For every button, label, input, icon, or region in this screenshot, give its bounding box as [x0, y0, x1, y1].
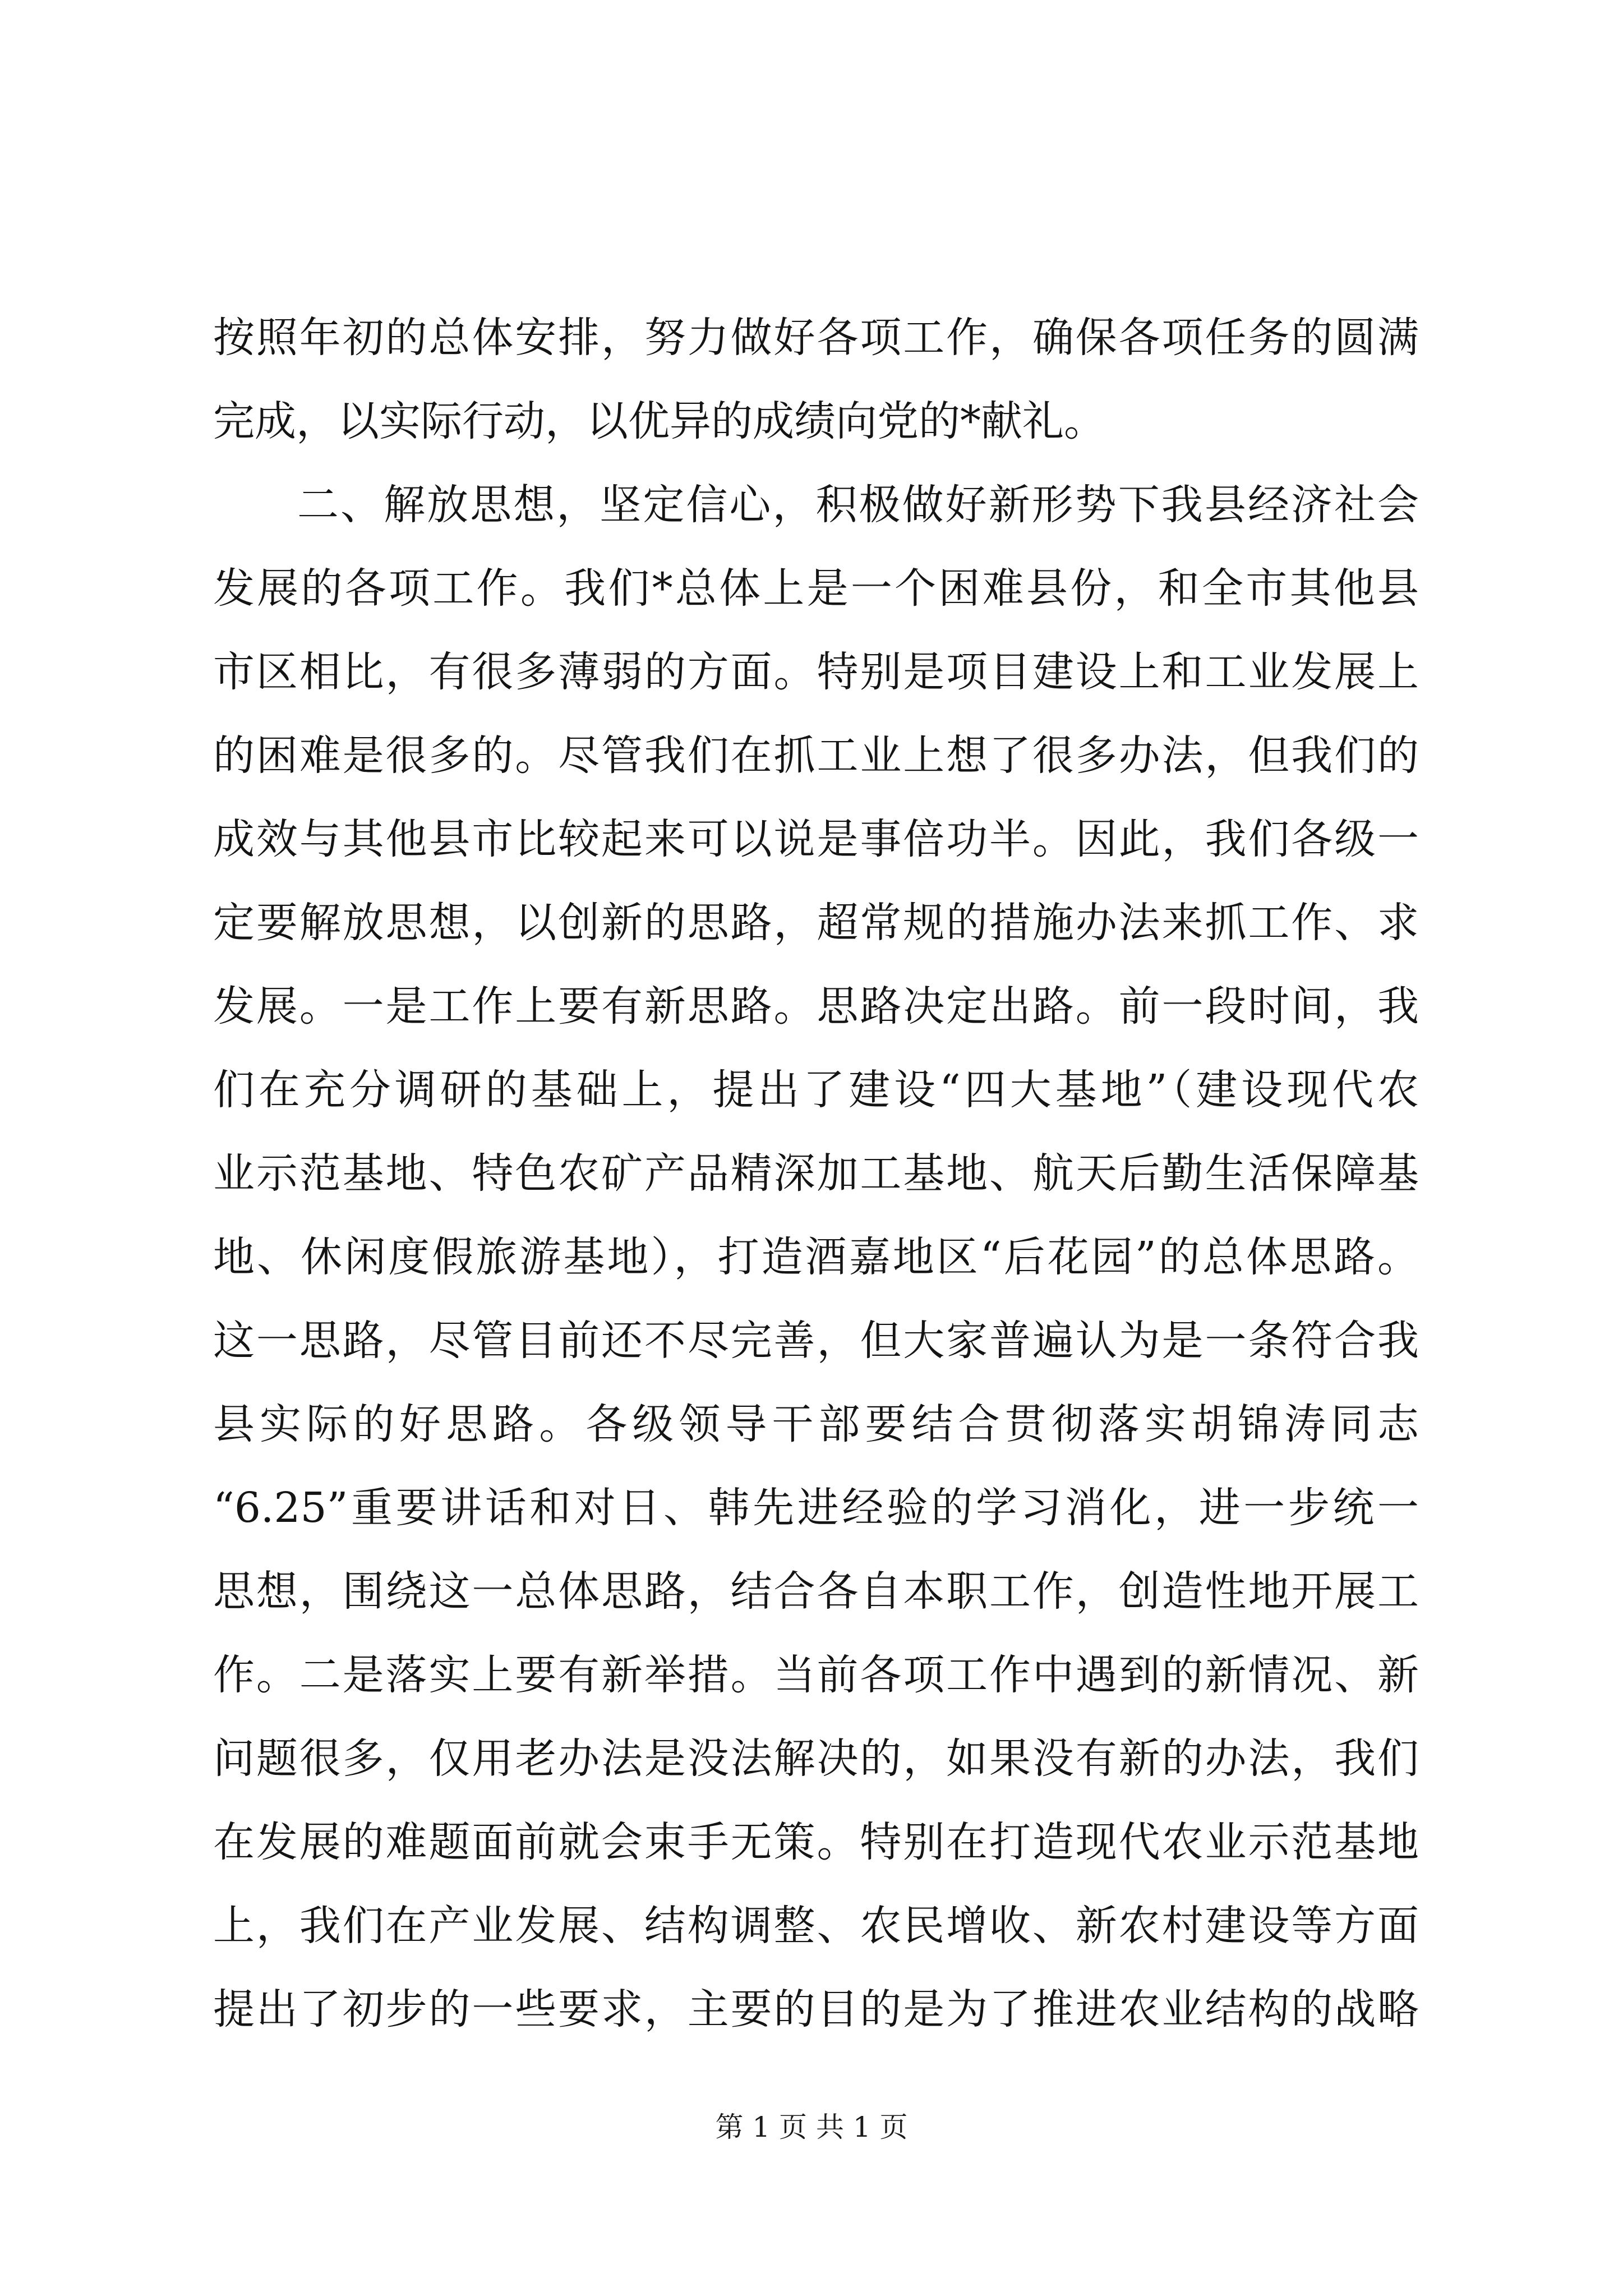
text-line: 按照年初的总体安排，努力做好各项工作，确保各项任务的圆满: [213, 314, 1419, 362]
text-line: 市区相比，有很多薄弱的方面。特别是项目建设上和工业发展上: [213, 648, 1419, 696]
text-line: 成效与其他县市比较起来可以说是事倍功半。因此，我们各级一: [213, 815, 1419, 863]
body-text: [213, 296, 1419, 2051]
text-line: 在发展的难题面前就会束手无策。特别在打造现代农业示范基地: [213, 1818, 1419, 1866]
text-line: 发展的各项工作。我们*总体上是一个困难县份，和全市其他县: [213, 564, 1419, 613]
text-line: 业示范基地、特色农矿产品精深加工基地、航天后勤生活保障基: [213, 1149, 1419, 1198]
text-line: 定要解放思想，以创新的思路，超常规的措施办法来抓工作、求: [213, 899, 1419, 947]
text-line: 完成，以实际行动，以优异的成绩向党的*献礼。: [213, 397, 1105, 445]
text-line: 作。二是落实上要有新举措。当前各项工作中遇到的新情况、新: [213, 1651, 1419, 1699]
text-line: 们在充分调研的基础上，提出了建设“四大基地”（建设现代农: [213, 1066, 1419, 1114]
text-line: 上，我们在产业发展、结构调整、农民增收、新农村建设等方面: [213, 1902, 1419, 1950]
text-line: 发展。一是工作上要有新思路。思路决定出路。前一段时间，我: [213, 982, 1419, 1030]
text-line: 县实际的好思路。各级领导干部要结合贯彻落实胡锦涛同志: [213, 1400, 1419, 1448]
text-line: 提出了初步的一些要求，主要的目的是为了推进农业结构的战略: [213, 1985, 1419, 2033]
text-line: 二、解放思想，坚定信心，积极做好新形势下我县经济社会: [297, 481, 1419, 529]
page-number-footer: 第 1 页 共 1 页: [715, 2111, 908, 2143]
text-line: “6.25”重要讲话和对日、韩先进经验的学习消化，进一步统一: [213, 1484, 1419, 1532]
text-line: 的困难是很多的。尽管我们在抓工业上想了很多办法，但我们的: [213, 731, 1419, 780]
text-line: 思想，围绕这一总体思路，结合各自本职工作，创造性地开展工: [213, 1567, 1419, 1616]
text-line: 地、休闲度假旅游基地），打造酒嘉地区“后花园”的总体思路。: [213, 1233, 1419, 1281]
text-line: 这一思路，尽管目前还不尽完善，但大家普遍认为是一条符合我: [213, 1317, 1419, 1365]
text-line: 问题很多，仅用老办法是没法解决的，如果没有新的办法，我们: [213, 1734, 1419, 1783]
